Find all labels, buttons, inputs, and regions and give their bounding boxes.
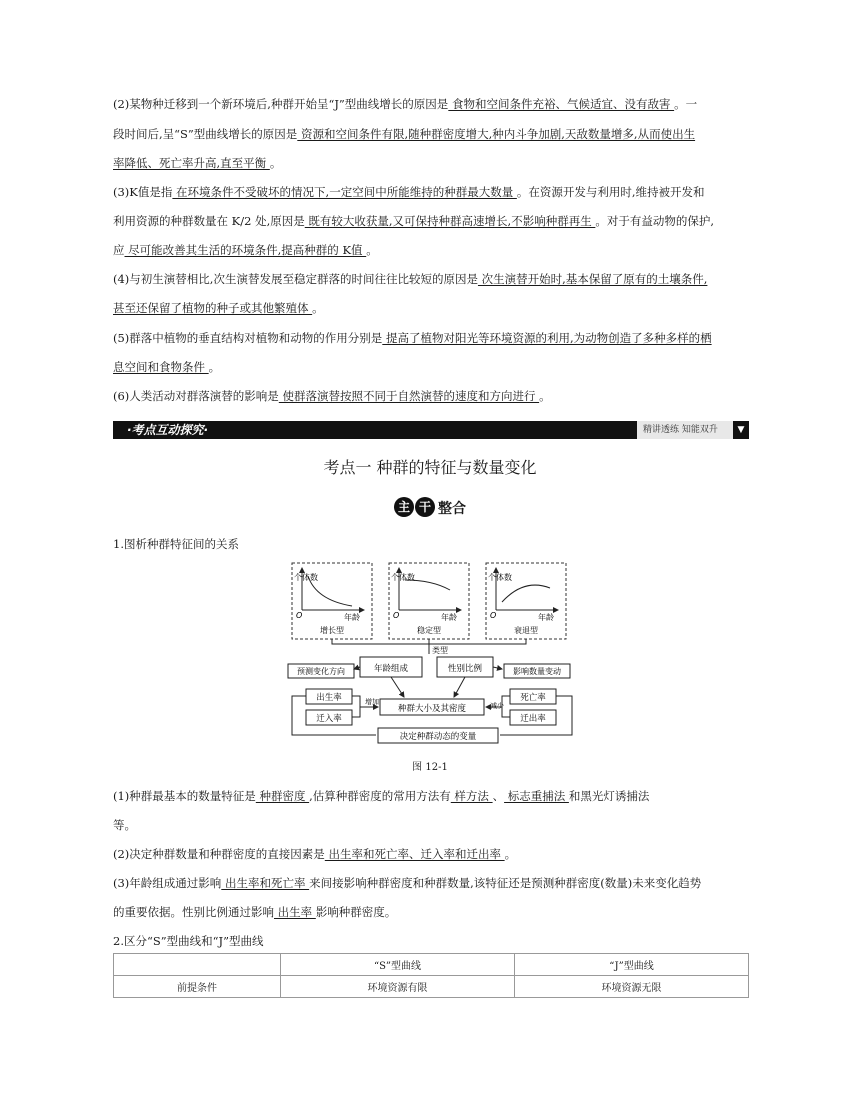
text-line [113, 184, 705, 200]
text-segment: 等。 [113, 818, 136, 832]
bottom-box: 决定种群动态的变量 [399, 732, 477, 742]
immig-box: 迁入率 [316, 714, 342, 724]
type-increasing: 增长型 [320, 626, 344, 635]
text-segment: 。 [504, 847, 517, 861]
answer-blank: 率降低、死亡率升高,直至平衡 [113, 156, 270, 170]
table-header-cell: “J”型曲线 [515, 954, 749, 976]
answer-blank: 尽可能改善其生活的环境条件,提高种群的 K值 [124, 243, 367, 257]
text-segment: 。一 [674, 97, 698, 111]
axis-x-label: 年龄 [344, 613, 360, 622]
type-declining: 衰退型 [514, 626, 538, 635]
section-title: 考点一 种群的特征与数量变化 [323, 458, 537, 477]
table-cell: 前提条件 [114, 976, 281, 998]
answer-blank: 次生演替开始时,基本保留了原有的土壤条件, [477, 272, 708, 286]
text-segment: 利用资源的种群数量在 K/2 处,原因是 [113, 214, 305, 228]
text-segment: 。 [208, 360, 221, 374]
increase-char-1: 增加 [365, 698, 379, 706]
text-segment: ,估算种群密度的常用方法有 [309, 789, 451, 803]
graph-increasing [292, 563, 372, 639]
text-segment: 的重要依据。性别比例通过影响 [113, 905, 274, 919]
death-box: 死亡率 [520, 693, 546, 703]
text-line [113, 242, 378, 258]
text-line [113, 846, 516, 862]
table-header-cell [114, 954, 281, 976]
banner-right-text: 精讲透练 知能双升 [643, 425, 718, 435]
text-segment: (1)种群最基本的数量特征是 [113, 789, 256, 803]
sex-box: 性别比例 [447, 664, 483, 674]
answer-blank: 在环境条件不受破坏的情况下,一定空间中所能维持的种群最大数量 [172, 185, 517, 199]
figure-caption: 图 12-1 [412, 762, 448, 773]
text-segment: 来间接影响种群密度和种群数量,该特征还是预测种群密度(数量)未来变化趋势 [309, 876, 702, 890]
text-segment: 。 [366, 243, 378, 257]
text-line [113, 359, 220, 375]
affect-box: 影响数量变动 [513, 667, 561, 676]
decrease-label: 减少 [490, 702, 504, 710]
text-segment: 。 [312, 301, 324, 315]
table-header-row [114, 954, 749, 976]
text-line [113, 388, 551, 404]
text-segment: 段时间后,呈“S”型曲线增长的原因是 [113, 127, 298, 141]
text-segment: (3)K值是指 [113, 185, 173, 199]
origin-label: O [393, 611, 400, 620]
curve-comparison-table [113, 953, 749, 998]
text-line [113, 536, 239, 552]
text-line [113, 155, 281, 171]
answer-blank: 食物和空间条件充裕、气候适宜、没有敌害 [448, 97, 675, 111]
table-row [114, 976, 749, 998]
text-line [113, 788, 649, 804]
text-segment: (6)人类活动对群落演替的影响是 [113, 389, 279, 403]
text-line [113, 126, 695, 142]
section-banner [113, 421, 749, 439]
triangle-down-icon: ▼ [733, 421, 749, 439]
table-cell: 环境资源无限 [515, 976, 749, 998]
text-segment: (4)与初生演替相比,次生演替发展至稳定群落的时间往往比较短的原因是 [113, 272, 478, 286]
axis-y-label: 个体数 [391, 573, 415, 582]
answer-blank: 样方法 [450, 789, 493, 803]
axis-x-label: 年龄 [538, 613, 554, 622]
birth-box: 出生率 [316, 693, 342, 703]
text-segment: 。对于有益动物的保护, [595, 214, 715, 228]
answer-blank: 使群落演替按照不同于自然演替的速度和方向进行 [278, 389, 540, 403]
text-line [113, 933, 263, 949]
type-label: 类型 [432, 646, 448, 655]
text-segment: 2.区分“S”型曲线和“J”型曲线 [113, 934, 264, 948]
axis-x-label: 年龄 [441, 613, 457, 622]
text-line [113, 271, 707, 287]
answer-blank: 标志重捕法 [504, 789, 569, 803]
text-line [113, 817, 136, 833]
answer-blank: 种群密度 [255, 789, 310, 803]
banner-right [637, 421, 749, 439]
banner-label: ·考点互动探究· [119, 422, 216, 438]
origin-label: O [296, 611, 303, 620]
table-cell: 环境资源有限 [281, 976, 515, 998]
answer-blank: 息空间和食物条件 [113, 360, 209, 374]
population-feature-diagram [282, 560, 582, 748]
age-box: 年龄组成 [373, 664, 409, 674]
answer-blank: 甚至还保留了植物的种子或其他繁殖体 [113, 301, 313, 315]
text-segment: 和黑光灯诱捕法 [568, 789, 650, 803]
origin-label: O [490, 611, 497, 620]
graph-declining [486, 563, 566, 639]
center-box: 种群大小及其密度 [397, 704, 467, 714]
text-segment: (2)决定种群数量和种群密度的直接因素是 [113, 847, 325, 861]
axis-y-label: 个体数 [294, 573, 318, 582]
answer-blank: 提高了植物对阳光等环境资源的利用,为动物创造了多种多样的栖 [382, 331, 712, 345]
text-line [113, 300, 324, 316]
answer-blank: 既有较大收获量,又可保持种群高速增长,不影响种群再生 [304, 214, 596, 228]
predict-box: 预测变化方向 [297, 667, 345, 676]
text-line [113, 330, 712, 346]
increase-label [365, 697, 379, 706]
text-segment: (5)群落中植物的垂直结构对植物和动物的作用分别是 [113, 331, 383, 345]
badge-word: 整合 [438, 501, 466, 517]
main-integration-badge [394, 497, 466, 519]
text-segment: (2)某物种迁移到一个新环境后,种群开始呈“J”型曲线增长的原因是 [113, 97, 449, 111]
text-line [113, 875, 701, 891]
text-line [113, 904, 396, 920]
graph-stable [389, 563, 469, 639]
type-stable: 稳定型 [417, 626, 441, 635]
text-segment: 。 [269, 156, 282, 170]
text-segment: 、 [492, 789, 505, 803]
text-segment: 。在资源开发与利用时,维持被开发和 [516, 185, 705, 199]
emig-box: 迁出率 [520, 714, 546, 724]
badge-char-1: 主 [394, 497, 414, 517]
badge-char-2: 干 [415, 497, 435, 517]
text-segment: 影响种群密度。 [315, 905, 397, 919]
text-segment: (3)年龄组成通过影响 [113, 876, 222, 890]
answer-blank: 出生率和死亡率、迁入率和迁出率 [324, 847, 505, 861]
text-segment: 。 [539, 389, 551, 403]
answer-blank: 资源和空间条件有限,随种群密度增大,种内斗争加剧,天敌数量增多,从而使出生 [297, 127, 696, 141]
text-segment: 1.图析种群特征间的关系 [113, 537, 239, 551]
answer-blank: 出生率 [274, 905, 316, 919]
text-line [113, 96, 697, 112]
text-line [113, 213, 714, 229]
text-segment: 应 [113, 243, 125, 257]
table-header-cell: “S”型曲线 [281, 954, 515, 976]
axis-y-label: 个体数 [488, 573, 512, 582]
answer-blank: 出生率和死亡率 [221, 876, 310, 890]
